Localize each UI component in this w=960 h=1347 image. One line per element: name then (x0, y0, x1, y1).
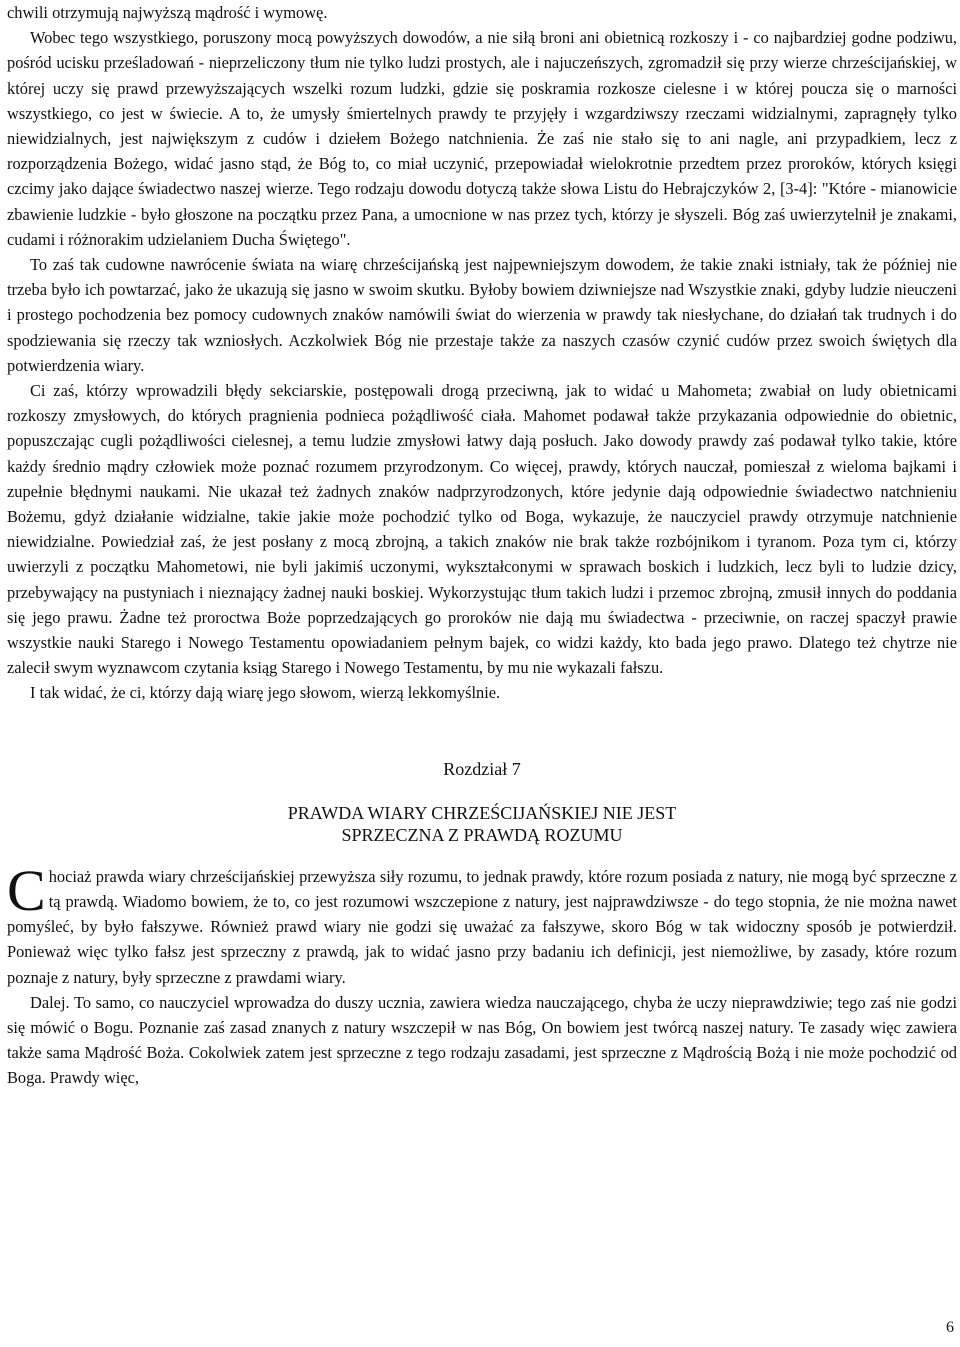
paragraph-5: I tak widać, że ci, którzy dają wiarę jego słowom, wierzą lekkomyślnie. (30, 683, 501, 703)
chapter-title-line-2: SPRZECZNA Z PRAWDĄ ROZUMU (341, 824, 623, 845)
paragraph-3: To zaś tak cudowne nawrócenie świata na wiarę chrześcijańską jest najpewniejszym dowodem, że takie znaki istniały, tak że później nie trzeba było ich powtarzać, jako że ukazują się jasno w swoim skutku. Byłoby bowiem dziwniejsze nad Wszystkie znaki, gdyby ludzie nieuczeni i prostego pochodzenia bez pomocy cudownych znaków namówili świat do wierzenia w prawdy tak niesłychane, do działań tak trudnych i do spodziewania się rzeczy tak wzniosłych. Aczkolwiek Bóg nie przestaje także za naszych czasów czynić cudów przez swoich świętych dla potwierdzenia wiary. (7, 255, 957, 375)
drop-cap-letter: C (7, 857, 46, 923)
first-paragraph-text: hociaż prawda wiary chrześcijańskiej przewyższa siły rozumu, to jednak prawdy, które rozum posiada z natury, nie mogą być sprzeczne z tą prawdą. Wiadomo bowiem, że to, co jest rozumowi wszczepione z natury, jest najprawdziwsze - do tego stopnia, że nie można nawet pomyśleć, by było fałszywe. Również prawd wiary nie godzi się uważać za fałszywe, skoro Bóg w tak widoczny sposób je potwierdził. Ponieważ więc tylko fałsz jest sprzeczny z prawdą, jak to widać jasno przy badaniu ich definicji, jest niemożliwe, by zasady, które rozum poznaje z natury, były sprzeczne z prawdami wiary. (7, 866, 957, 987)
page-number: 6 (946, 1319, 954, 1336)
chapter-first-paragraph (7, 857, 957, 990)
document-page (7, 0, 957, 1091)
chapter-second-paragraph: Dalej. To samo, co nauczyciel wprowadza do duszy ucznia, zawiera wiedza nauczającego, chyba że uczy nieprawdziwie; tego zaś nie godzi się mówić o Bogu. Poznanie zaś zasad znanych z natury wszczepił w nas Bóg, On bowiem jest twórcą naszej natury. Te zasady więc zawiera także sama Mądrość Boża. Cokolwiek zatem jest sprzeczne z tego rodzaju zasadami, jest sprzeczne z Mądrością Bożą i nie może pochodzić od Boga. Prawdy więc, (7, 992, 957, 1088)
paragraph-1: chwili otrzymują najwyższą mądrość i wymowę. (7, 3, 328, 22)
paragraph-4: Ci zaś, którzy wprowadzili błędy sekciarskie, postępowali drogą przeciwną, jak to widać u Mahometa; zwabiał on ludy obietnicami rozkoszy zmysłowych, do których pragnienia podnieca pożądliwość ciała. Mahomet podawał także przykazania odpowiednie do obietnic, popuszczając cugli pożądliwości cielesnej, a temu ludzie zmysłowi łatwy dają posłuch. Jako dowody prawdy zaś podawał tylko takie, które każdy średnio mądry człowiek może poznać rozumem przyrodzonym. Co więcej, prawdy, których nauczał, pomieszał z wieloma bajkami i zupełnie błędnymi naukami. Nie ukazał też żadnych znaków nadprzyrodzonych, które jedynie dają odpowiednie świadectwo natchnieniu Bożemu, gdyż działanie widzialne, takie jakie może pochodzić tylko od Boga, wykazuje, że nauczyciel prawdy otrzymuje natchnienie niewidzialne. Powiedział zaś, że jest posłany z mocą zbrojną, a takich znaków nie brak także rozbójnikom i tyranom. Poza tym ci, którzy uwierzyli z początku Mahometowi, nie byli jakimiś uczonymi, wykształconymi w sprawach boskich i ludzkich, lecz byli to ludzie dzicy, przebywający na pustyniach i nieznający żadnej nauki boskiej. Wykorzystując tłum takich ludzi i przemoc zbrojną, zmusił innych do poddania się jego prawu. Żadne też proroctwa Boże poprzedzających go proroków nie dają mu świadectwa - przeciwnie, on raczej spaczył prawie wszystkie nauki Starego i Nowego Testamentu opowiadaniem pełnym bajek, co widzi każdy, kto bada jego prawo. Dlatego też chytrze nie zalecił swym wyznawcom czytania ksiąg Starego i Nowego Testamentu, by mu nie wykazali fałszu. (7, 381, 957, 678)
paragraph-2: Wobec tego wszystkiego, poruszony mocą powyższych dowodów, a nie siłą broni ani obietnicą rozkoszy i - co najbardziej godne podziwu, pośród ucisku prześladowań - nieprzeliczony tłum nie tylko ludzi prostych, ale i najuczeńszych, zgromadził się przy wierze chrześcijańskiej, w której uczy się prawd przewyższających wszelki rozum ludzki, gdzie się poskramia rozkosze cielesne i w której poucza się o marności wszystkiego, co jest w świecie. A to, że umysły śmiertelnych prawdy te przyjęły i wzgardziwszy rzeczami widzialnymi, zapragnęły tylko niewidzialnych, jest największym z cudów i dziełem Bożego natchnienia. Że zaś nie stało się to ani nagle, ani przypadkiem, lecz z rozporządzenia Bożego, widać jasno stąd, że Bóg to, co miał uczynić, przepowiadał wielokrotnie przedtem przez proroków, których księgi czcimy jako dające świadectwo naszej wierze. Tego rodzaju dowodu dotyczą także słowa Listu do Hebrajczyków 2, [3-4]: "Które - mianowicie zbawienie ludzkie - było głoszone na początku przez Pana, a umocnione w nas przez tych, którzy je słyszeli. Bóg zaś uwierzytelnił je znakami, cudami i różnorakim udzielaniem Ducha Świętego". (7, 28, 957, 249)
chapter-number: Rozdział 7 (443, 758, 521, 779)
chapter-title (7, 802, 957, 846)
chapter-title-line-1: PRAWDA WIARY CHRZEŚCIJAŃSKIEJ NIE JEST (287, 802, 677, 823)
